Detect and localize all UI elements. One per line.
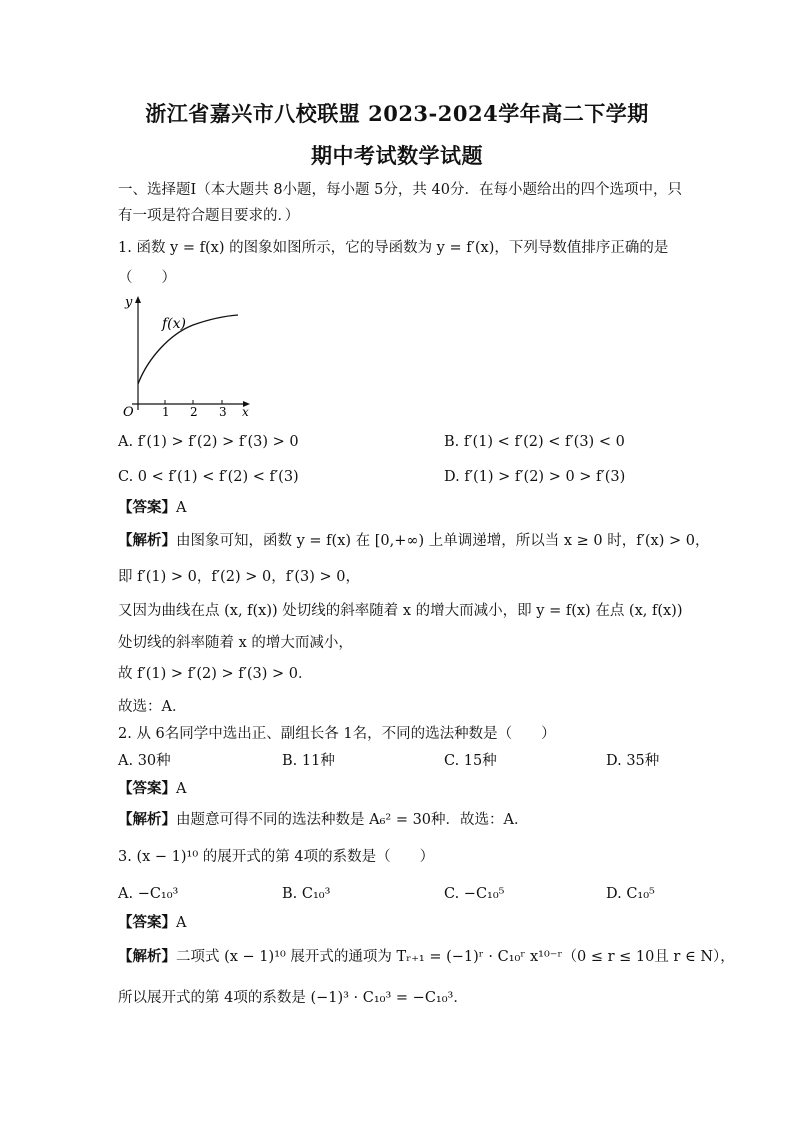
- q3-option-c: C. −C₁₀⁵: [444, 886, 505, 902]
- q1-analysis-3: 又因为曲线在点 (x, f(x)) 处切线的斜率随着 x 的增大而减小，即 y = f(x) 在点 (x, f(x)): [118, 603, 683, 619]
- answer-tag: 【答案】: [118, 914, 176, 931]
- q2-option-b: B. 11种: [282, 753, 335, 769]
- analysis-text: 二项式 (x − 1)¹⁰ 展开式的通项为 Tᵣ₊₁ = (−1)ʳ · C₁₀ʳ x¹⁰⁻ʳ（0 ≤ r ≤ 10且 r ∈ N），: [176, 949, 735, 965]
- q3-option-d: D. C₁₀⁵: [606, 886, 655, 902]
- q1-answer: [118, 498, 186, 518]
- analysis-text: 由题意可得不同的选法种数是 A₆² = 30种．故选：A．: [176, 812, 529, 828]
- analysis-tag: 【解析】: [118, 532, 176, 549]
- q1-analysis-4: 处切线的斜率随着 x 的增大而减小，: [118, 635, 353, 651]
- answer-value: A: [176, 915, 187, 931]
- origin-label: O: [123, 405, 134, 420]
- q1-option-d: D. f′(1) > f′(2) > 0 > f′(3): [444, 469, 626, 485]
- y-axis-arrow: [135, 296, 141, 303]
- q1-option-a: A. f′(1) > f′(2) > f′(3) > 0: [118, 434, 299, 450]
- doc-title-line1: 浙江省嘉兴市八校联盟 2023-2024学年高二下学期: [145, 101, 649, 126]
- q3-analysis-1: [118, 947, 735, 967]
- x-axis-label: x: [242, 405, 249, 419]
- answer-value: A: [176, 500, 187, 516]
- section-heading-cont: 有一项是符合题目要求的．）: [118, 208, 300, 224]
- fx-curve: [138, 315, 238, 384]
- q1-paren: （ ）: [118, 270, 176, 286]
- q2-option-c: C. 15种: [444, 753, 497, 769]
- answer-value: A: [176, 781, 187, 797]
- q1-analysis-2: 即 f′(1) > 0，f′(2) > 0，f′(3) > 0，: [118, 569, 360, 585]
- y-axis-label: y: [125, 295, 133, 310]
- tick-label-3: 3: [219, 405, 227, 419]
- tick-label-1: 1: [162, 405, 170, 419]
- q1-function-graph: [118, 292, 258, 420]
- section-heading: 一、选择题Ⅰ（本大题共 8小题，每小题 5分，共 40分．在每小题给出的四个选项中，只: [118, 182, 682, 198]
- answer-tag: 【答案】: [118, 780, 176, 797]
- analysis-tag: 【解析】: [118, 948, 176, 965]
- answer-tag: 【答案】: [118, 499, 176, 516]
- q1-analysis-5: 故 f′(1) > f′(2) > f′(3) > 0．: [118, 666, 313, 682]
- q1-analysis-1: [118, 531, 709, 551]
- curve-label: f(x): [162, 316, 187, 332]
- q1-option-b: B. f′(1) < f′(2) < f′(3) < 0: [444, 434, 625, 450]
- q3-stem: 3. (x − 1)¹⁰ 的展开式的第 4项的系数是（ ）: [118, 849, 435, 865]
- q2-option-a: A. 30种: [118, 753, 171, 769]
- q2-stem: 2. 从 6名同学中选出正、副组长各 1名，不同的选法种数是（ ）: [118, 726, 556, 742]
- q2-answer: [118, 779, 186, 799]
- q3-analysis-2: 所以展开式的第 4项的系数是 (−1)³ · C₁₀³ = −C₁₀³．: [118, 990, 468, 1006]
- q2-option-d: D. 35种: [606, 753, 660, 769]
- q1-stem: 1. 函数 y = f(x) 的图象如图所示，它的导函数为 y = f′(x)，下列导数值排序正确的是: [118, 240, 669, 256]
- q1-option-c: C. 0 < f′(1) < f′(2) < f′(3): [118, 469, 299, 485]
- q1-choose: 故选：A．: [118, 699, 187, 715]
- q3-option-b: B. C₁₀³: [282, 886, 331, 902]
- q3-answer: [118, 913, 186, 933]
- tick-label-2: 2: [190, 405, 198, 419]
- q2-analysis: [118, 810, 529, 830]
- analysis-text: 由图象可知，函数 y = f(x) 在 [0,+∞) 上单调递增，所以当 x ≥ 0 时，f′(x) > 0，: [176, 533, 710, 549]
- doc-title-line2: 期中考试数学试题: [311, 143, 483, 168]
- analysis-tag: 【解析】: [118, 811, 176, 828]
- q3-option-a: A. −C₁₀³: [118, 886, 179, 902]
